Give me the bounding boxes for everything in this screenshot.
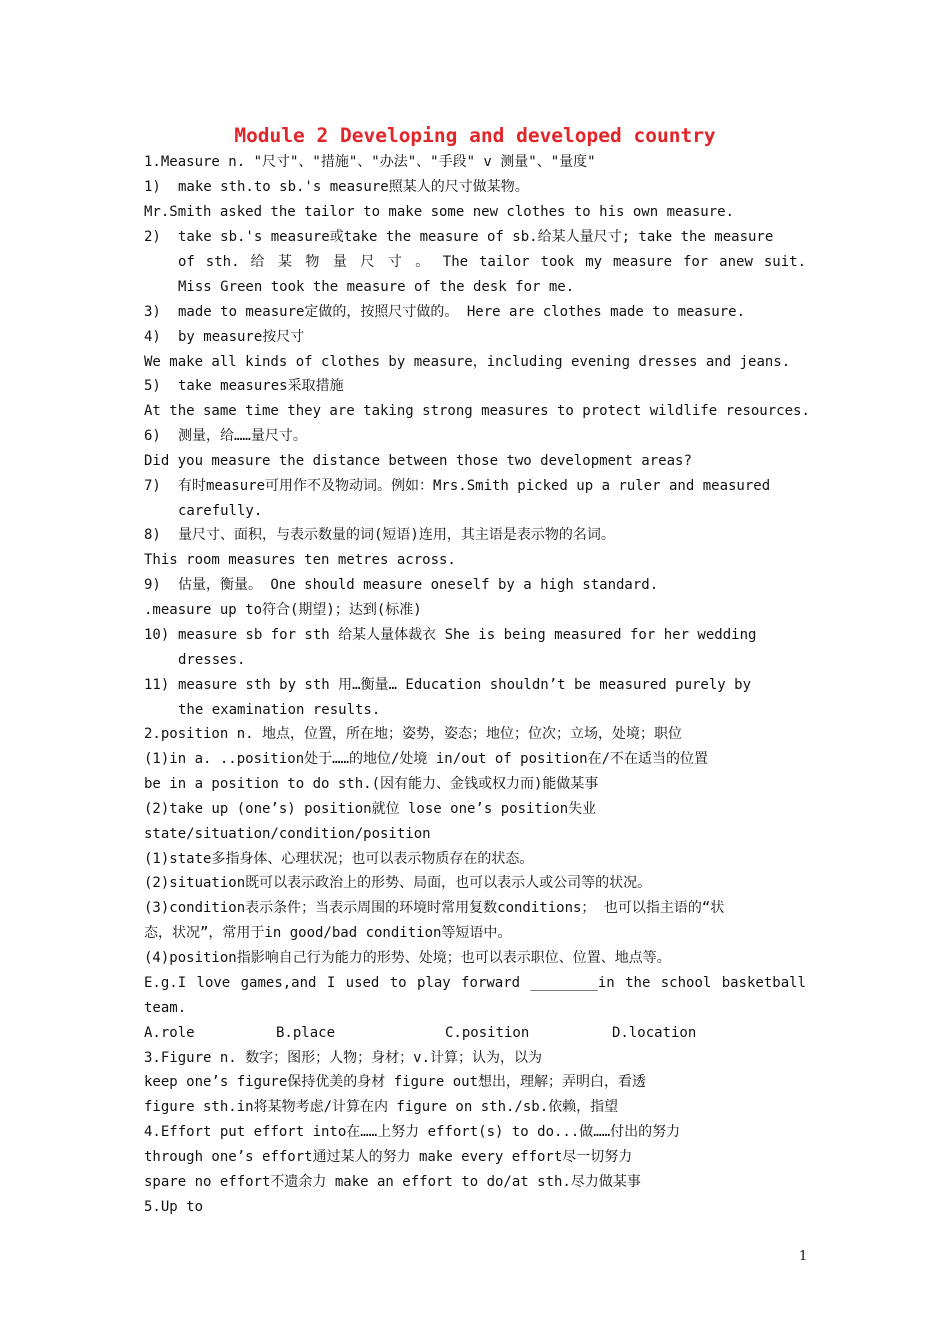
option-b: B.place (276, 1025, 336, 1041)
text-line: state/situation/condition/position (144, 826, 431, 842)
text-line: (4)position指影响自己行为能力的形势、处境；也可以表示职位、位置、地点等。 (144, 950, 671, 966)
text-line: measure sb for sth 给某人量体裁衣 She is being measured for her wedding (178, 627, 757, 643)
text-line: take sb.'s measure或take the measure of sb.给某人量尺寸; take the measure (178, 229, 774, 245)
text-line: 估量，衡量。 One should measure oneself by a high standard. (178, 577, 659, 593)
list-number: 2) (144, 229, 161, 245)
text-line: of sth. 给 某 物 量 尺 寸 。 The tailor took my measure for anew suit. (178, 254, 806, 270)
text-line: dresses. (178, 652, 246, 668)
text-line: spare no effort不遗余力 make an effort to do/at sth.尽力做某事 (144, 1174, 641, 1190)
text-line: (2)take up (one’s) position就位 lose one’s position失业 (144, 801, 597, 817)
option-a: A.role (144, 1025, 195, 1041)
text-line: (2)situation既可以表示政治上的形势、局面，也可以表示人或公司等的状况。 (144, 875, 652, 891)
list-number: 6) (144, 428, 161, 444)
text-line: 4.Effort put effort into在……上努力 effort(s) to do...做……付出的努力 (144, 1124, 681, 1140)
text-line: by measure按尺寸 (178, 329, 305, 345)
list-number: 10) (144, 627, 170, 643)
text-line: 3.Figure n. 数字；图形；人物；身材；v.计算；认为，以为 (144, 1050, 543, 1066)
text-line: 1.Measure n. "尺寸"、"措施"、"办法"、"手段" v 测量"、"量度" (144, 154, 596, 170)
list-number: 1) (144, 179, 161, 195)
text-line: 2.position n. 地点，位置，所在地；姿势，姿态；地位；位次；立场，处境；职位 (144, 726, 683, 742)
text-line: 5.Up to (144, 1199, 204, 1215)
option-d: D.location (612, 1025, 697, 1041)
page-number: 1 (799, 1249, 808, 1264)
text-line: Did you measure the distance between those two development areas? (144, 453, 692, 469)
text-line: Mr.Smith asked the tailor to make some new clothes to his own measure. (144, 204, 735, 220)
exercise-question: E.g.I love games,and I used to play forward ________in the school basketball (144, 975, 806, 991)
page-title: Module 2 Developing and developed country (234, 124, 716, 147)
text-line: carefully. (178, 503, 263, 519)
text-line: This room measures ten metres across. (144, 552, 456, 568)
list-number: 8) (144, 527, 161, 543)
text-line: 态，状况”，常用于in good/bad condition等短语中。 (144, 925, 512, 941)
list-number: 3) (144, 304, 161, 320)
text-line: made to measure定做的，按照尺寸做的。 Here are clothes made to measure. (178, 304, 746, 320)
text-line: (1)in a. ..position处于……的地位/处境 in/out of position在/不在适当的位置 (144, 751, 709, 767)
text-line: 测量，给……量尺寸。 (178, 428, 307, 444)
text-line: At the same time they are taking strong measures to protect wildlife resources. (144, 403, 810, 419)
list-number: 11) (144, 677, 170, 693)
text-line: measure sth by sth 用…衡量… Education shouldn’t be measured purely by (178, 677, 752, 693)
text-line: through one’s effort通过某人的努力 make every effort尽一切努力 (144, 1149, 633, 1165)
text-line: be in a position to do sth.(因有能力、金钱或权力而)能做某事 (144, 776, 599, 792)
text-line: (3)condition表示条件；当表示周围的环境时常用复数conditions； 也可以指主语的“状 (144, 900, 725, 916)
list-number: 7) (144, 478, 161, 494)
text-line: take measures采取措施 (178, 378, 344, 394)
list-number: 4) (144, 329, 161, 345)
text-line: keep one’s figure保持优美的身材 figure out想出，理解；弄明白，看透 (144, 1074, 647, 1090)
text-line: figure sth.in将某物考虑/计算在内 figure on sth./sb.依赖，指望 (144, 1099, 619, 1115)
list-number: 5) (144, 378, 161, 394)
text-line: .measure up to符合(期望)；达到(标准) (144, 602, 422, 618)
option-c: C.position (445, 1025, 530, 1041)
text-line: the examination results. (178, 702, 381, 718)
text-line: team. (144, 1000, 187, 1016)
text-line: 量尺寸、面积，与表示数量的词(短语)连用，其主语是表示物的名词。 (178, 527, 615, 543)
text-line: 有时measure可用作不及物动词。例如：Mrs.Smith picked up a ruler and measured (178, 478, 771, 494)
text-line: Miss Green took the measure of the desk for me. (178, 279, 575, 295)
list-number: 9) (144, 577, 161, 593)
text-line: make sth.to sb.'s measure照某人的尺寸做某物。 (178, 179, 529, 195)
text-line: (1)state多指身体、心理状况；也可以表示物质存在的状态。 (144, 851, 534, 867)
text-line: We make all kinds of clothes by measure，including evening dresses and jeans. (144, 354, 791, 370)
answer-options (144, 1024, 806, 1042)
